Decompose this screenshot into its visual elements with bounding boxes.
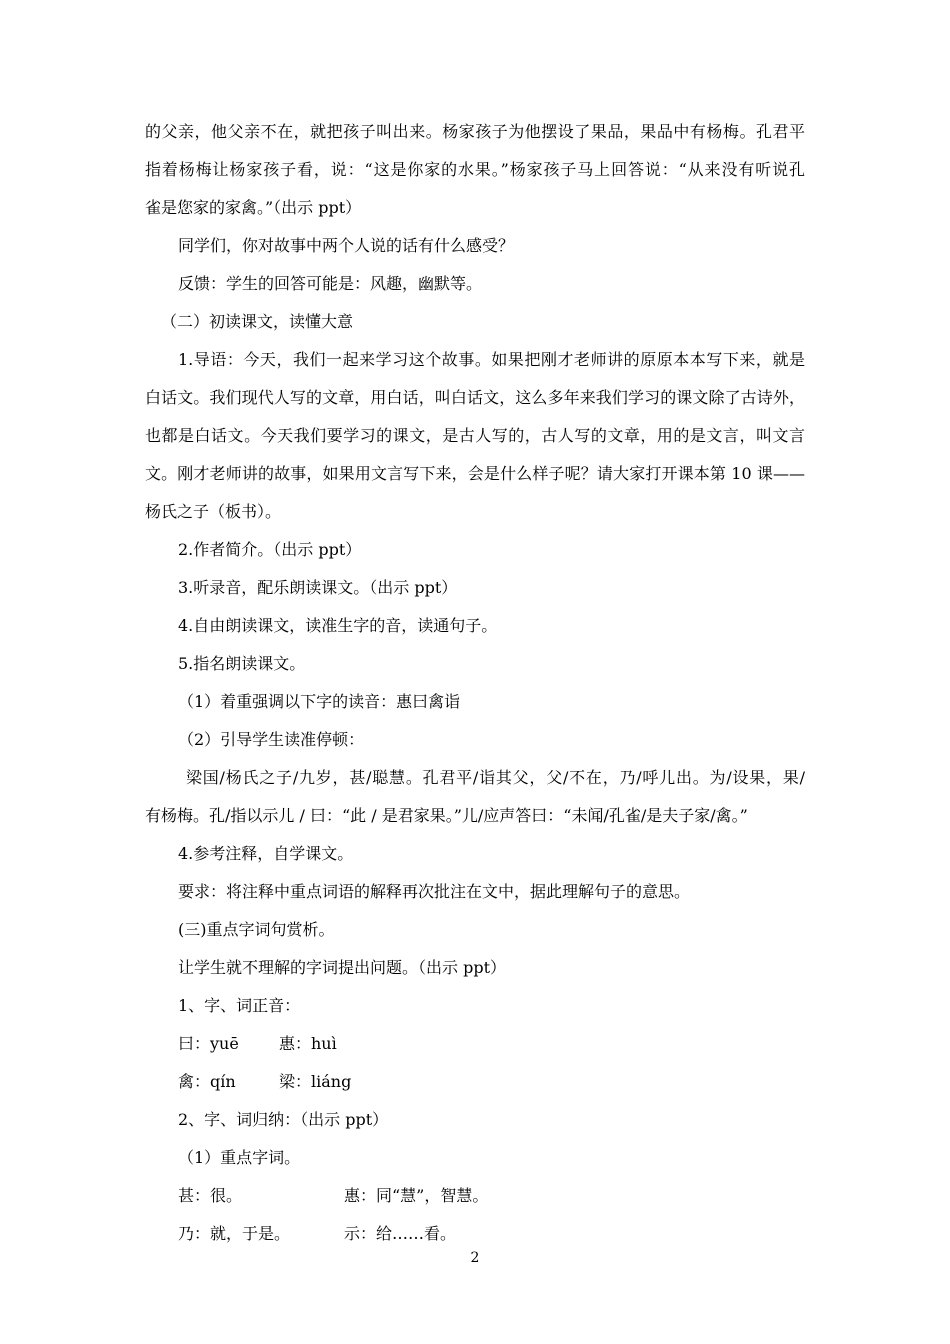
paragraph-line: 4.自由朗读课文，读准生字的音，读通句子。 — [178, 616, 498, 635]
glossary-row — [178, 1186, 489, 1206]
paragraph-line: 1.导语：今天，我们一起来学习这个故事。如果把刚才老师讲的原原本本写下来，就是 — [178, 350, 805, 369]
pinyin-row — [178, 1034, 337, 1054]
paragraph-line: （2）引导学生读准停顿： — [178, 730, 365, 749]
paragraph-line: 2.作者简介。（出示 ppt） — [178, 540, 362, 559]
paragraph-line: 让学生就不理解的字词提出问题。（出示 ppt） — [178, 958, 507, 977]
classical-text-line: 有杨梅。孔/指以示儿 / 曰：“此 / 是君家果。”儿/应声答曰：“未闻/孔雀/是夫子家/禽。” — [145, 806, 748, 825]
paragraph-line: 的父亲，他父亲不在，就把孩子叫出来。杨家孩子为他摆设了果品，果品中有杨梅。孔君平 — [145, 122, 805, 141]
pinyin-entry: 梁：liáng — [279, 1072, 352, 1091]
pinyin-entry: 禽：qín — [178, 1072, 236, 1091]
paragraph-line: 同学们，你对故事中两个人说的话有什么感受？ — [178, 236, 515, 255]
page-number: 2 — [470, 1250, 480, 1266]
paragraph-line: 要求：将注释中重点词语的解释再次批注在文中，据此理解句子的意思。 — [178, 882, 691, 901]
paragraph-line: 4.参考注释，自学课文。 — [178, 844, 354, 863]
paragraph-line: 白话文。我们现代人写的文章，用白话，叫白话文，这么多年来我们学习的课文除了古诗外， — [145, 388, 805, 407]
paragraph-line: 杨氏之子（板书）。 — [145, 502, 282, 521]
glossary-entry: 惠：同“慧”，智慧。 — [344, 1186, 489, 1205]
paragraph-line: 文。刚才老师讲的故事，如果用文言写下来，会是什么样子呢？请大家打开课本第 10 课—— — [145, 464, 805, 483]
glossary-entry: 乃：就，于是。 — [178, 1224, 291, 1243]
paragraph-line: （1）重点字词。 — [178, 1148, 301, 1167]
paragraph-line: 反馈：学生的回答可能是：风趣，幽默等。 — [178, 274, 483, 293]
paragraph-line: 3.听录音，配乐朗读课文。（出示 ppt） — [178, 578, 458, 597]
glossary-entry: 示：给……看。 — [344, 1224, 457, 1243]
section-heading: (三)重点字词句赏析。 — [178, 920, 335, 939]
paragraph-line: 也都是白话文。今天我们要学习的课文，是古人写的，古人写的文章，用的是文言，叫文言 — [145, 426, 805, 445]
glossary-row — [178, 1224, 457, 1244]
pinyin-entry: 曰：yuē — [178, 1034, 239, 1053]
pinyin-row — [178, 1072, 352, 1092]
paragraph-line: （1）着重强调以下字的读音：惠曰禽诣 — [178, 692, 461, 711]
section-heading: （二）初读课文，读懂大意 — [161, 312, 354, 331]
paragraph-line: 指着杨梅让杨家孩子看，说：“这是你家的水果。”杨家孩子马上回答说：“从来没有听说孔 — [145, 160, 805, 179]
paragraph-line: 雀是您家的家禽。”（出示 ppt） — [145, 198, 362, 217]
paragraph-line: 2、字、词归纳：（出示 ppt） — [178, 1110, 389, 1129]
classical-text-line: 梁国/杨氏之子/九岁，甚/聪慧。孔君平/诣其父，父/不在，乃/呼儿出。为/设果，果/ — [186, 768, 805, 787]
glossary-entry: 甚：很。 — [178, 1186, 243, 1205]
paragraph-line: 1、字、词正音： — [178, 996, 301, 1015]
paragraph-line: 5.指名朗读课文。 — [178, 654, 306, 673]
pinyin-entry: 惠：huì — [279, 1034, 337, 1053]
